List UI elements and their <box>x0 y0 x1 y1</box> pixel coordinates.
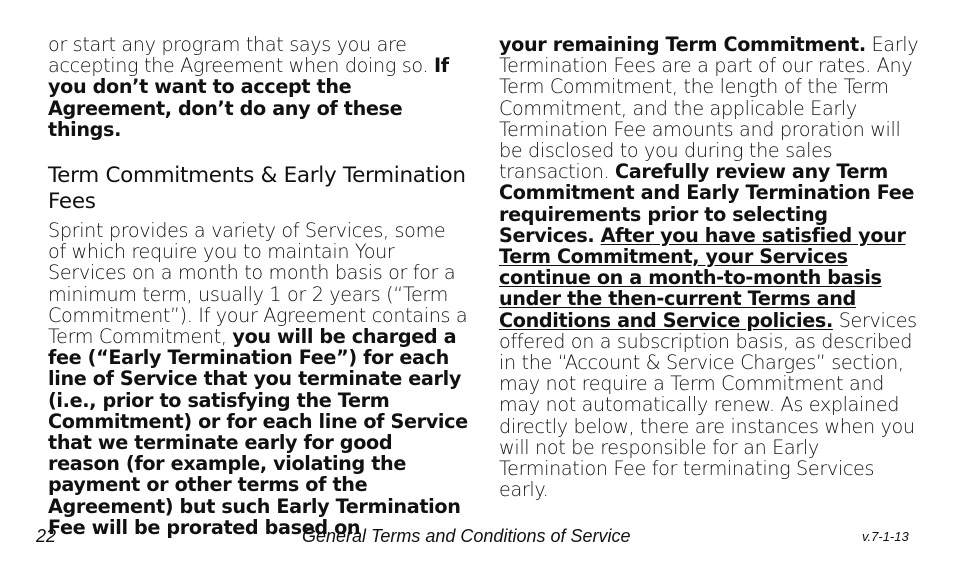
intro-text: or start any program that says you are accepting the Agreement when doing so. <box>48 33 434 78</box>
subscription-services-text: Services offered on a subscription basis, as described in the “Account & Service Charges” section, may not require a Term Commitment and may not automatically renew. As explained directly below, there are instances when you will not be responsible for an Early Termination Fee for terminating Services early. <box>499 308 917 502</box>
intro-paragraph <box>48 34 468 140</box>
footer-title: General Terms and Conditions of Service <box>302 526 631 546</box>
continuation-paragraph <box>499 34 921 500</box>
left-column <box>48 34 468 538</box>
section-heading: Term Commitments & Early Termination Fees <box>48 163 466 215</box>
term-commitment-text: Sprint provides a variety of Services, some of which require you to maintain Your Services on a month to month basis or for a minimum term, usually 1 or 2 years (“Term Commitment”). If your Agreement contains a Term Commitment, <box>48 219 468 349</box>
review-requirements-bold-text: Carefully review any Term Commitment and Early Termination Fee requirements prior to selecting Services. <box>499 160 915 247</box>
page-number: 22 <box>36 526 57 546</box>
month-to-month-underlined-text: After you have satisfied your Term Commitment, your Services continue on a month-to-month basis under the then-current Terms and Conditions and Service policies. <box>499 223 906 332</box>
page-footer <box>0 524 954 548</box>
right-column <box>499 34 921 500</box>
term-commitment-paragraph <box>48 220 468 538</box>
version-label: v.7-1-13 <box>862 529 909 544</box>
intro-bold-text: If you don’t want to accept the Agreement, don’t do any of these things. <box>48 54 449 141</box>
early-termination-fee-bold-text: you will be charged a fee (“Early Termination Fee”) for each line of Service that you terminate early (i.e., prior to satisfying the Term Commitment) or for each line of Service that we terminate early for good reason (for example, violating the payment or other terms of the Agreement) but such Early Termination Fee will be prorated based on <box>48 325 468 539</box>
remaining-commitment-bold-text: your remaining Term Commitment. <box>499 33 866 56</box>
early-termination-rates-text: Early Termination Fees are a part of our rates. Any Term Commitment, the length of the Term Commitment, and the applicable Early Termination Fee amounts and proration will be disclosed to you during the sales transaction. <box>499 33 919 184</box>
